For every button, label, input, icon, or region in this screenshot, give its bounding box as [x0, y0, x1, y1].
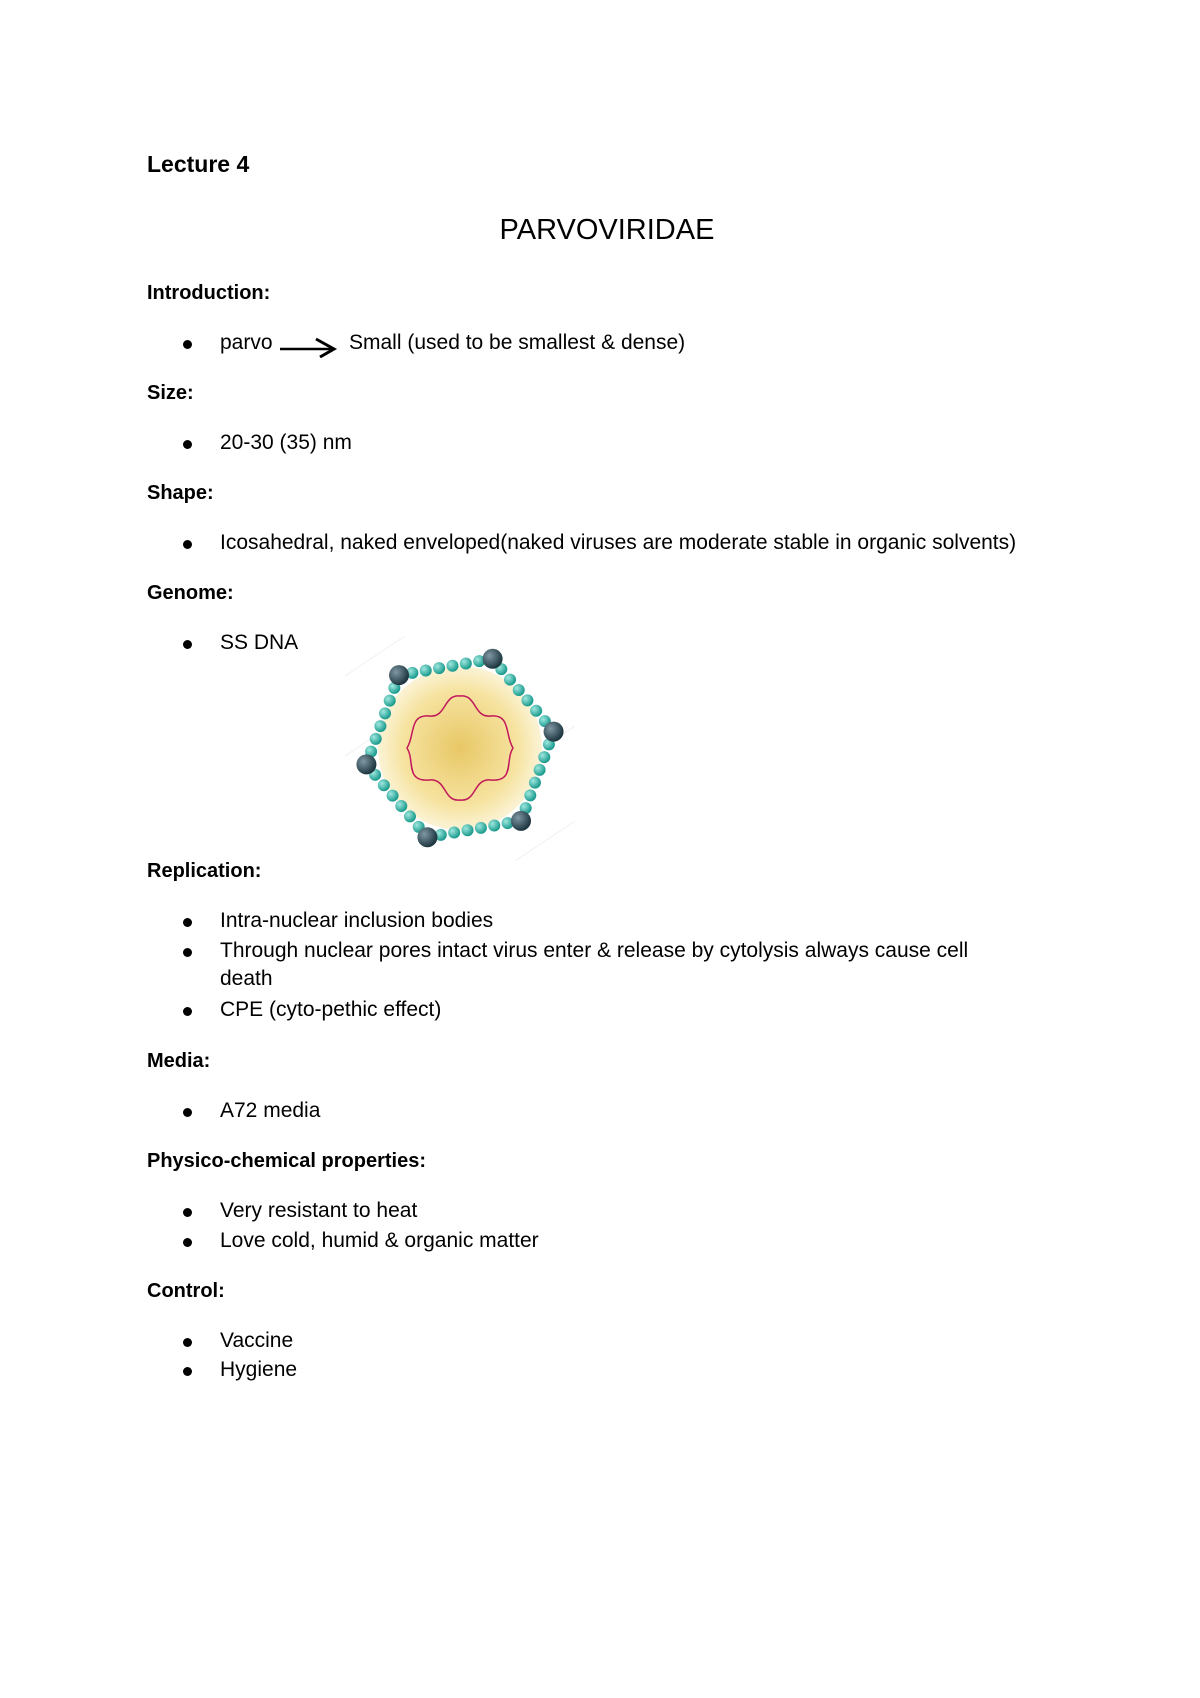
shape-item: Icosahedral, naked enveloped(naked viruses are moderate stable in organic solvents) — [220, 531, 1017, 554]
capsid-vertex — [483, 649, 503, 669]
capsid-bead — [387, 790, 399, 802]
bullet-icon — [183, 948, 192, 957]
capsid-bead — [538, 751, 550, 763]
capsid-bead — [420, 664, 432, 676]
bullet-icon — [183, 540, 192, 549]
capsid-bead — [513, 684, 525, 696]
capsid-bead — [521, 694, 533, 706]
capsid-vertex — [544, 722, 564, 742]
capsid-bead — [460, 657, 472, 669]
replication-item: CPE (cyto-pethic effect) — [220, 998, 442, 1021]
page-title: PARVOVIRIDAE — [499, 214, 715, 246]
capsid-bead — [504, 674, 516, 686]
capsid-vertex — [417, 827, 437, 847]
capsid-vertex — [356, 754, 376, 774]
capsid-bead — [475, 822, 487, 834]
bullet-icon — [183, 1108, 192, 1117]
genome-heading: Genome: — [147, 582, 234, 604]
capsid-bead — [534, 764, 546, 776]
introduction-term: parvo — [220, 331, 273, 354]
bullet-icon — [183, 640, 192, 649]
capsid-bead — [378, 779, 390, 791]
media-item: A72 media — [220, 1099, 321, 1122]
capsid-vertex — [389, 665, 409, 685]
bullet-icon — [183, 1338, 192, 1347]
capsid-bead — [462, 824, 474, 836]
bullet-icon — [183, 1208, 192, 1217]
capsid-bead — [524, 789, 536, 801]
shape-heading: Shape: — [147, 482, 214, 504]
capsid-bead — [529, 777, 541, 789]
capsid-bead — [448, 827, 460, 839]
control-item: Vaccine — [220, 1329, 294, 1352]
introduction-heading: Introduction: — [147, 282, 271, 304]
capsid-bead — [379, 707, 391, 719]
capsid-bead — [384, 695, 396, 707]
bullet-icon — [183, 340, 192, 349]
capsid-bead — [488, 820, 500, 832]
bullet-icon — [183, 1007, 192, 1016]
right-arrow-icon — [280, 336, 338, 358]
capsid-bead — [530, 705, 542, 717]
physico-item: Love cold, humid & organic matter — [220, 1229, 539, 1252]
capsid-bead — [374, 720, 386, 732]
replication-heading: Replication: — [147, 860, 262, 882]
lecture-label: Lecture 4 — [147, 151, 250, 177]
bullet-icon — [183, 440, 192, 449]
replication-item: Intra-nuclear inclusion bodies — [220, 909, 494, 932]
control-item: Hygiene — [220, 1358, 298, 1381]
control-heading: Control: — [147, 1280, 225, 1302]
capsid-bead — [446, 660, 458, 672]
capsid-vertex — [511, 811, 531, 831]
capsid-bead — [404, 810, 416, 822]
parvovirus-illustration — [345, 636, 575, 861]
genome-item: SS DNA — [220, 631, 299, 654]
size-heading: Size: — [147, 382, 194, 404]
media-heading: Media: — [147, 1050, 211, 1072]
size-item: 20-30 (35) nm — [220, 431, 352, 454]
replication-item: Through nuclear pores intact virus enter & release by cytolysis always cause cell death — [220, 939, 969, 990]
capsid-bead — [433, 662, 445, 674]
bullet-icon — [183, 1367, 192, 1376]
physico-heading: Physico-chemical properties: — [147, 1150, 426, 1172]
capsid-bead — [370, 733, 382, 745]
bullet-icon — [183, 918, 192, 927]
capsid-bead — [395, 800, 407, 812]
bullet-icon — [183, 1238, 192, 1247]
physico-item: Very resistant to heat — [220, 1199, 418, 1222]
introduction-meaning: Small (used to be smallest & dense) — [349, 331, 686, 354]
